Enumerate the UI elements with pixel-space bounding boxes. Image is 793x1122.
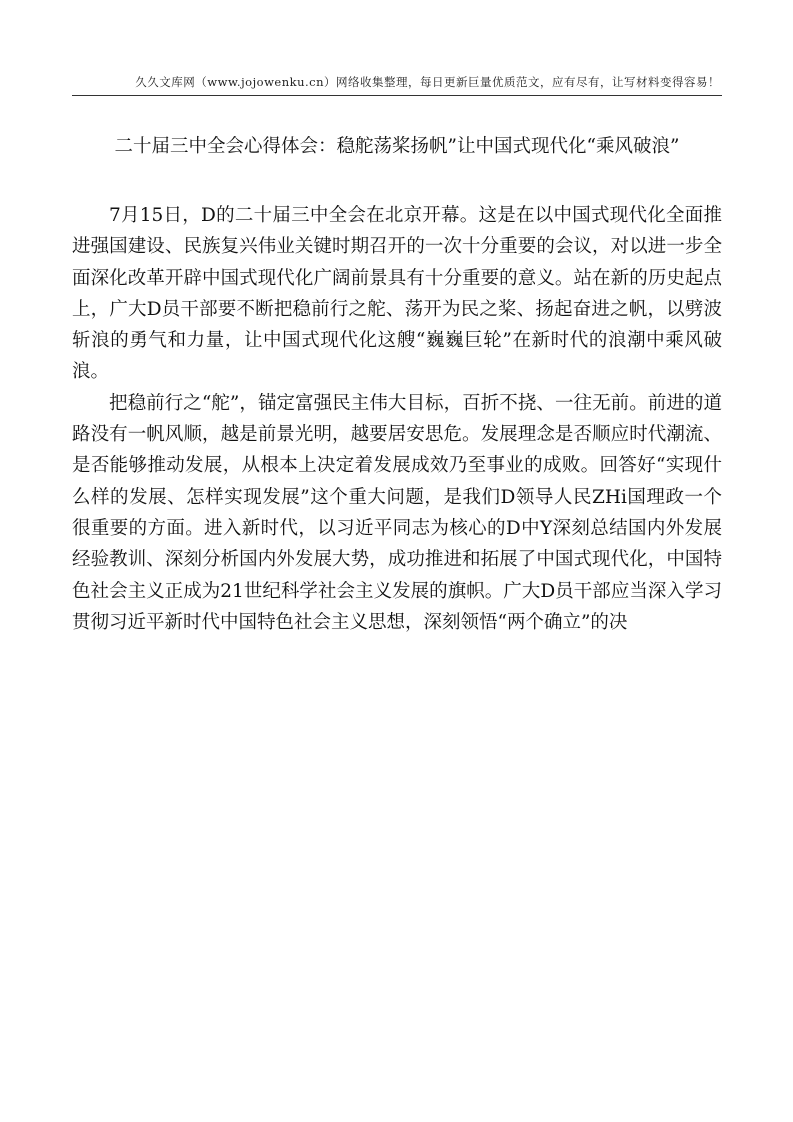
- header-divider: [72, 95, 722, 96]
- document-title: 二十届三中全会心得体会：稳舵荡桨扬帆”让中国式现代化“乘风破浪”: [114, 136, 680, 157]
- page-header-text: 久久文库网（www.jojowenku.cn）网络收集整理，每日更新巨量优质范文，应有尽有，让写材料变得容易！: [135, 75, 720, 89]
- paragraph-2: 把稳前行之“舵”，锚定富强民主伟大目标，百折不挠、一往无前。前进的道路没有一帆风顺，越是前景光明，越要居安思危。发展理念是否顺应时代潮流、是否能够推动发展，从根本上决定着发展成效乃至事业的成败。回答好“实现什么样的发展、怎样实现发展”这个重大问题，是我们D领导人民ZHi国理政一个很重要的方面。进入新时代，以习近平同志为核心的D中Y深刻总结国内外发展经验教训、深刻分析国内外发展大势，成功推进和拓展了中国式现代化，中国特色社会主义正成为21世纪科学社会主义发展的旗帜。广大D员干部应当深入学习贯彻习近平新时代中国特色社会主义思想，深刻领悟“两个确立”的决: [72, 392, 722, 633]
- document-body: [72, 200, 722, 638]
- paragraph-1: 7月15日，D的二十届三中全会在北京开幕。这是在以中国式现代化全面推进强国建设、民族复兴伟业关键时期召开的一次十分重要的会议，对以进一步全面深化改革开辟中国式现代化广阔前景具有十分重要的意义。站在新的历史起点上，广大D员干部要不断把稳前行之舵、荡开为民之桨、扬起奋进之帆，以劈波斩浪的勇气和力量，让中国式现代化这艘“巍巍巨轮”在新时代的浪潮中乘风破浪。: [72, 205, 722, 383]
